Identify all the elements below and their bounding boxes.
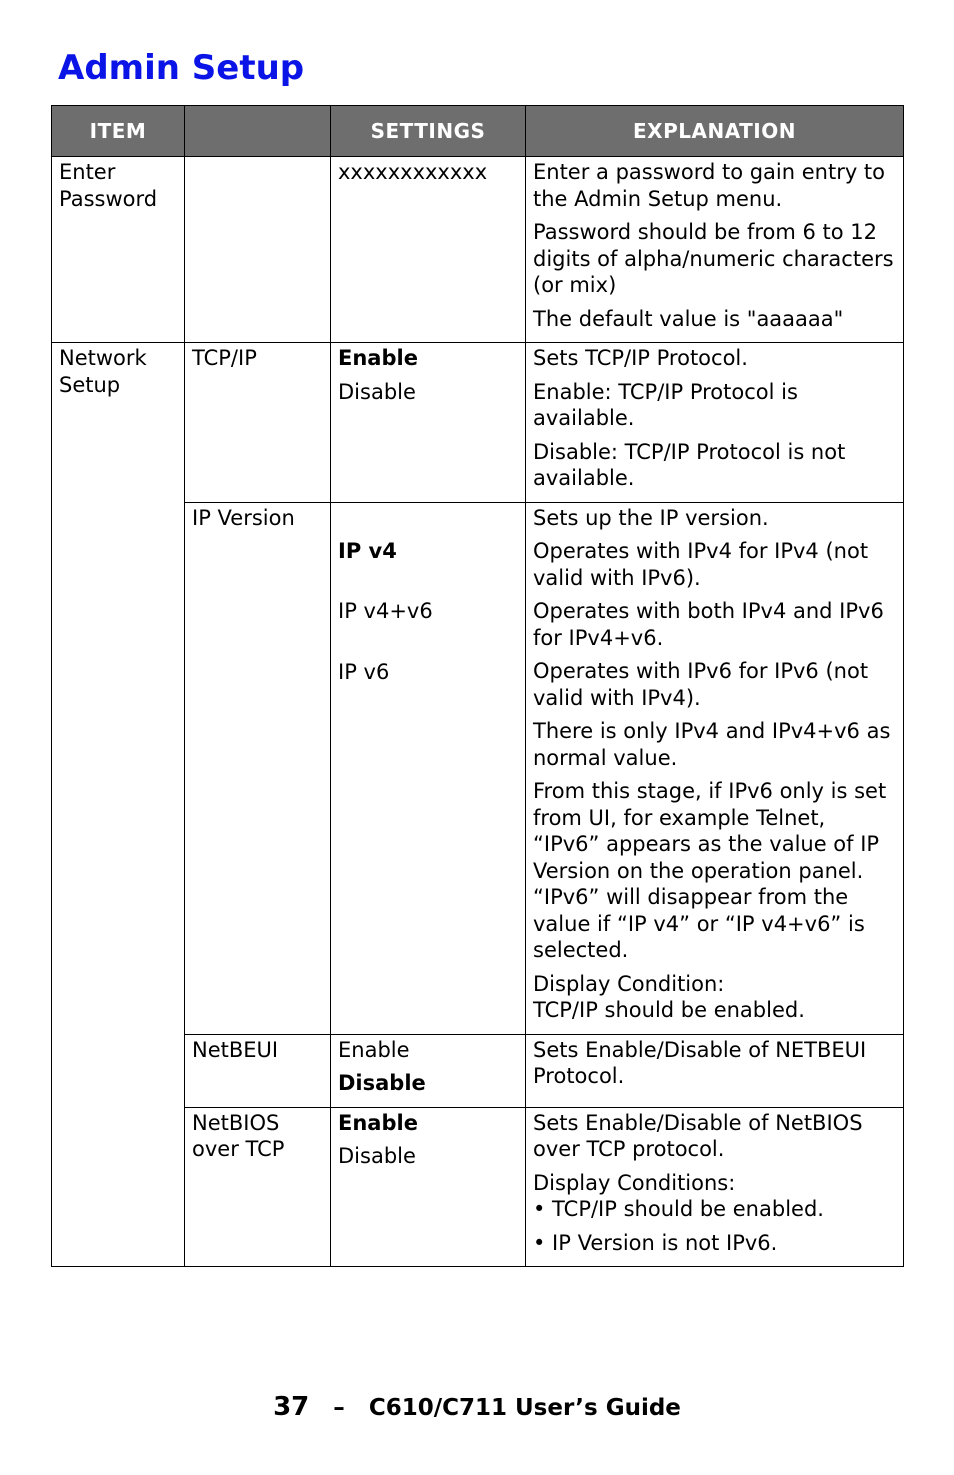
table-row-tcpip	[52, 343, 904, 503]
guide-title: C610/C711 User’s Guide	[368, 1395, 681, 1421]
page-footer	[0, 1390, 954, 1425]
setting-password-value: xxxxxxxxxxxx	[331, 157, 526, 343]
table-row-enter-password	[52, 157, 904, 343]
settings-tcpip	[331, 343, 526, 503]
explanation-line: Operates with IPv6 for IPv6 (not valid with IPv4).	[533, 659, 869, 710]
footer-separator: –	[333, 1395, 345, 1421]
explanation-line: Disable: TCP/IP Protocol is not available.	[533, 439, 846, 490]
condition-text: TCP/IP should be enabled.	[533, 998, 805, 1022]
explanation-line: Operates with IPv4 for IPv4 (not valid with IPv6).	[533, 539, 869, 590]
explanation-line: Operates with both IPv4 and IPv6 for IPv4+v6.	[533, 599, 884, 650]
setting-option: IP v4+v6	[338, 599, 433, 623]
explanation-netbios	[526, 1107, 904, 1267]
explanation-line: Sets Enable/Disable of NETBEUI Protocol.	[533, 1037, 867, 1088]
page-number: 37	[273, 1392, 310, 1422]
header-sub-item	[185, 106, 331, 157]
sub-item-empty	[185, 157, 331, 343]
header-settings: SETTINGS	[331, 106, 526, 157]
condition-label: Display Conditions:	[533, 1170, 736, 1195]
header-explanation: EXPLANATION	[526, 106, 904, 157]
explanation-line: Sets up the IP version.	[533, 505, 769, 530]
explanation-enter-password	[526, 157, 904, 343]
explanation-line: Sets Enable/Disable of NetBIOS over TCP protocol.	[533, 1110, 863, 1161]
setting-option: Disable	[338, 379, 416, 404]
condition-label: Display Condition:	[533, 971, 725, 996]
setting-option: Disable	[338, 1144, 416, 1168]
explanation-line: The default value is "aaaaaa"	[533, 306, 844, 331]
condition-bullet: • TCP/IP should be enabled.	[533, 1197, 824, 1221]
explanation-line: Password should be from 6 to 12 digits of alpha/numeric characters (or mix)	[533, 220, 894, 297]
sub-item-netbios: NetBIOS over TCP	[185, 1107, 331, 1267]
explanation-ip-version	[526, 502, 904, 1034]
setting-option-default: Enable	[338, 346, 418, 370]
settings-netbios	[331, 1107, 526, 1267]
explanation-line: Enable: TCP/IP Protocol is available.	[533, 379, 798, 430]
explanation-line: There is only IPv4 and IPv4+v6 as normal value.	[533, 719, 891, 770]
sub-item-ip-version: IP Version	[185, 502, 331, 1034]
settings-netbeui	[331, 1034, 526, 1107]
explanation-condition	[533, 971, 897, 1024]
table-header-row	[52, 106, 904, 157]
sub-item-netbeui: NetBEUI	[185, 1034, 331, 1107]
setting-option-default: IP v4	[338, 538, 397, 563]
setting-option-default: Enable	[338, 1110, 418, 1135]
explanation-condition	[533, 1170, 897, 1223]
item-enter-password: Enter Password	[52, 157, 185, 343]
explanation-line: Sets TCP/IP Protocol.	[533, 346, 748, 370]
explanation-line: From this stage, if IPv6 only is set from UI, for example Telnet, “IPv6” appears as the value of IP Version on the operation panel. “IPv6” will disappear from the value if “IP v4” or “IP v4+v6” is selected.	[533, 779, 887, 962]
explanation-tcpip	[526, 343, 904, 503]
setting-option: Enable	[338, 1037, 410, 1062]
explanation-line: Enter a password to gain entry to the Admin Setup menu.	[533, 160, 886, 211]
setting-option-default: Disable	[338, 1071, 426, 1095]
admin-setup-table	[51, 105, 904, 1267]
header-item: ITEM	[52, 106, 185, 157]
item-network-setup: Network Setup	[52, 343, 185, 1267]
sub-item-tcpip: TCP/IP	[185, 343, 331, 503]
condition-bullet: • IP Version is not IPv6.	[533, 1230, 778, 1255]
setting-option: IP v6	[338, 659, 390, 684]
page-title: Admin Setup	[58, 48, 305, 88]
explanation-netbeui	[526, 1034, 904, 1107]
settings-ip-version	[331, 502, 526, 1034]
